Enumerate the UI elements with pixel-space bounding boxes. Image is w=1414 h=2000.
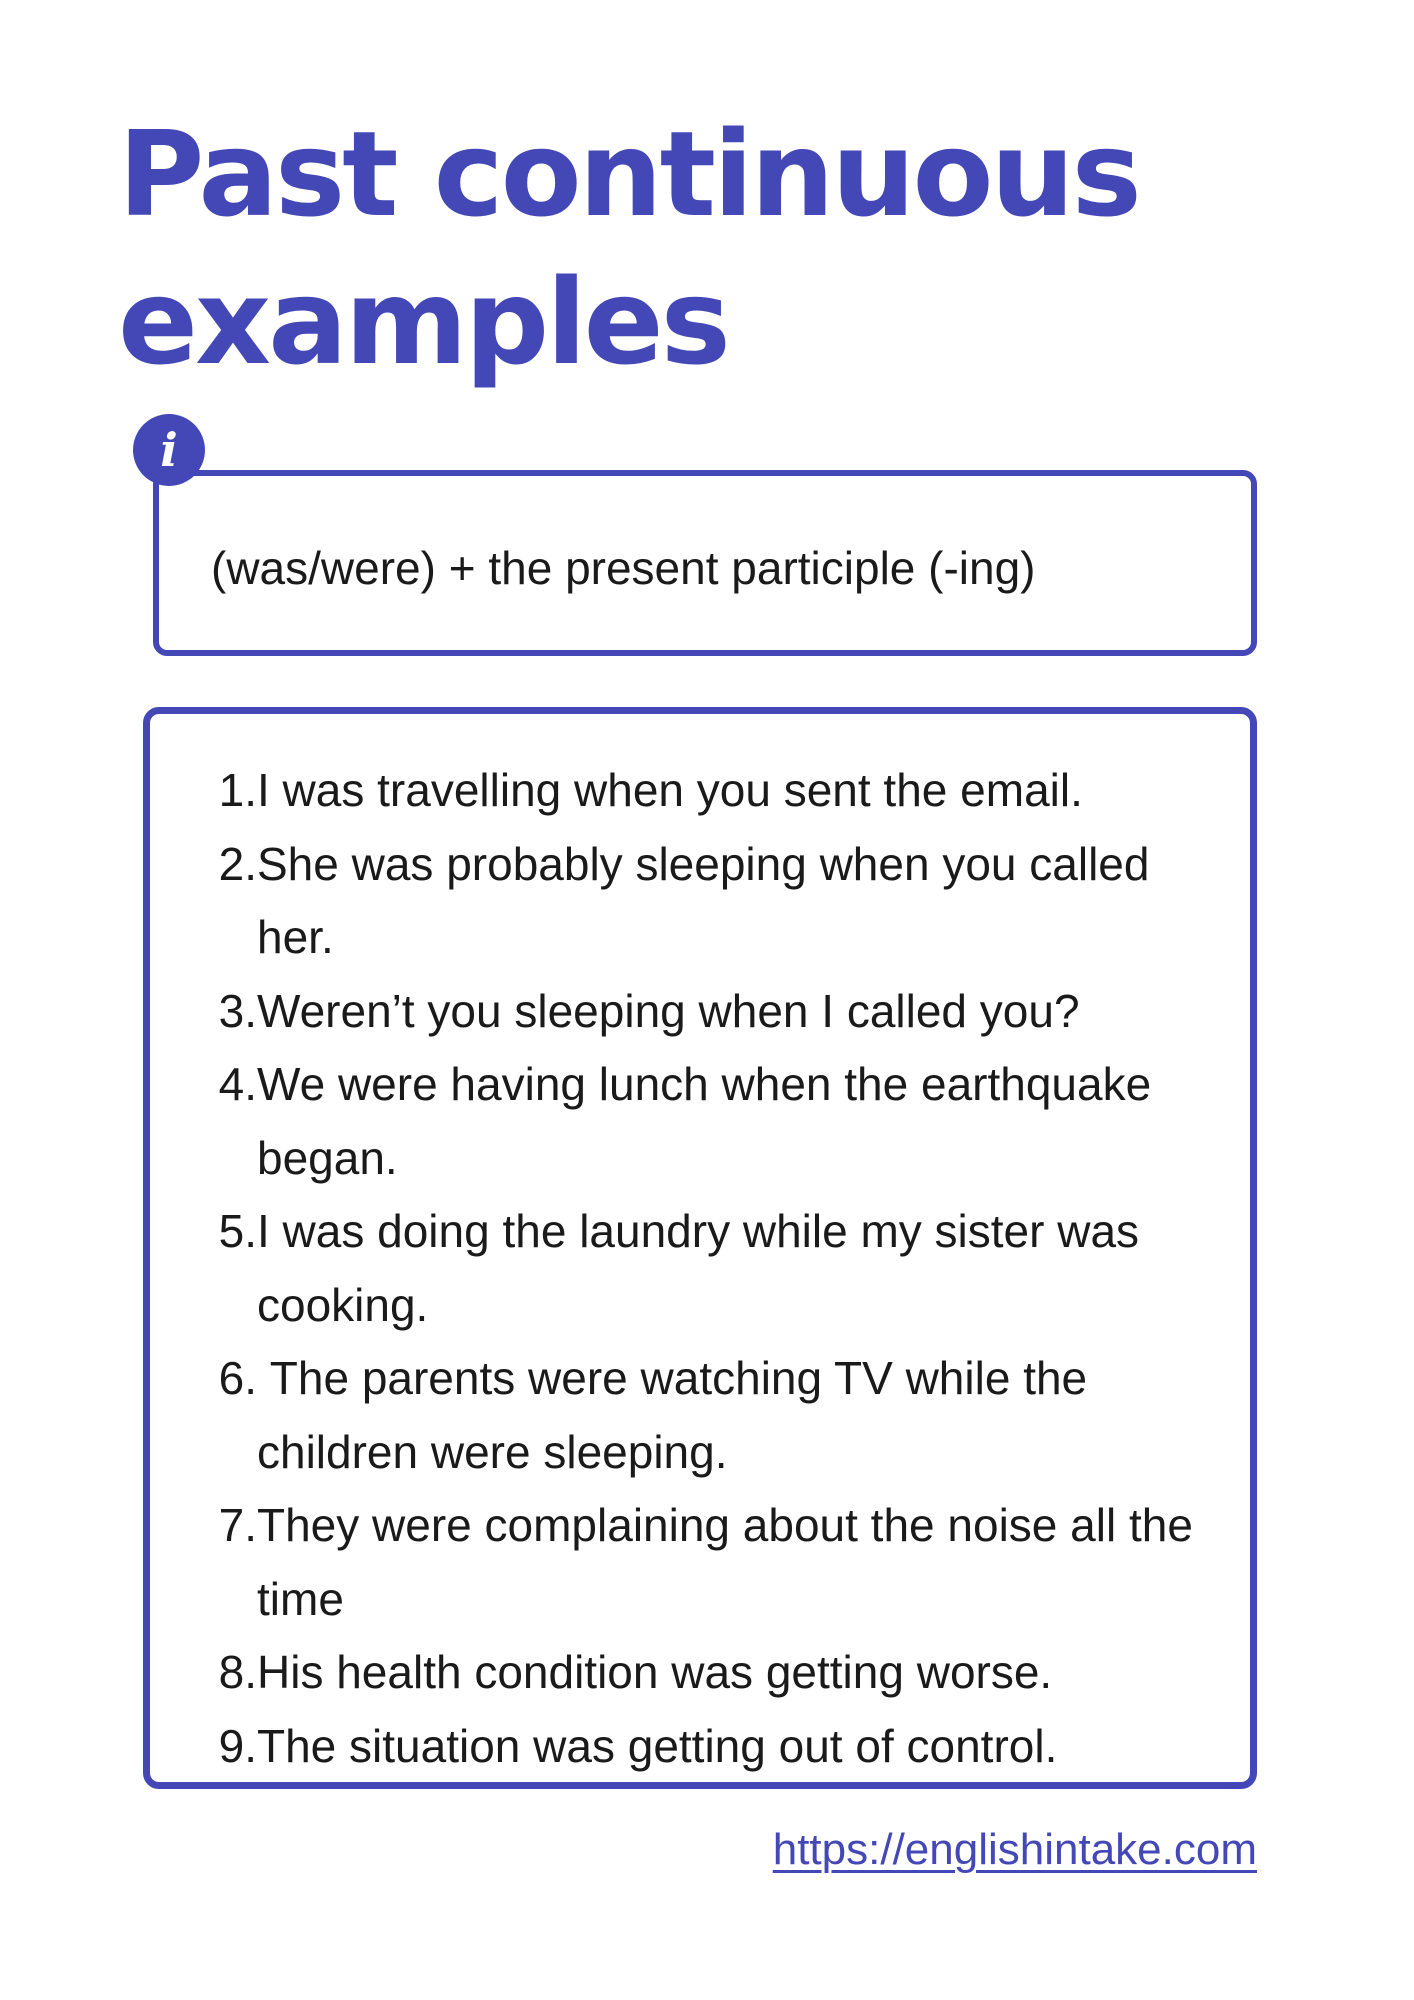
example-item [205, 1048, 1225, 1195]
example-text: His health condition was getting worse. [257, 1646, 1053, 1698]
example-number: 4. [218, 1058, 257, 1110]
page-title: Past continuous examples [118, 105, 1139, 391]
example-text: I was travelling when you sent the email. [257, 764, 1083, 816]
example-number: 3. [218, 984, 257, 1037]
example-item [205, 1342, 1225, 1489]
example-text: Weren’t you sleeping when I called you? [257, 984, 1080, 1037]
example-text: We were having lunch when the earthquake began. [257, 1058, 1152, 1184]
examples-box [143, 707, 1257, 1789]
example-item [205, 975, 1225, 1049]
example-number: 6. [218, 1352, 257, 1404]
example-number: 2. [218, 837, 257, 890]
example-item [205, 1489, 1225, 1636]
example-number: 8. [218, 1646, 257, 1698]
example-text: The parents were watching TV while the children were sleeping. [257, 1352, 1100, 1478]
example-item [205, 828, 1225, 975]
formula-text: (was/were) + the present participle (-ing) [211, 542, 1036, 594]
example-number: 9. [218, 1719, 257, 1772]
example-number: 7. [218, 1499, 257, 1551]
example-text: They were complaining about the noise all the time [257, 1499, 1193, 1625]
example-item [205, 1636, 1225, 1710]
examples-list [205, 754, 1225, 1783]
example-text: I was doing the laundry while my sister was cooking. [257, 1205, 1140, 1331]
example-number: 1. [218, 764, 257, 816]
example-text: She was probably sleeping when you called her. [257, 837, 1150, 963]
example-item [205, 1195, 1225, 1342]
example-item [205, 1710, 1225, 1784]
formula-box [153, 470, 1257, 656]
example-item [205, 754, 1225, 828]
source-link[interactable]: https://englishintake.com [772, 1825, 1257, 1874]
example-number: 5. [218, 1205, 257, 1257]
info-icon: i [133, 414, 205, 486]
example-text: The situation was getting out of control. [257, 1719, 1058, 1772]
